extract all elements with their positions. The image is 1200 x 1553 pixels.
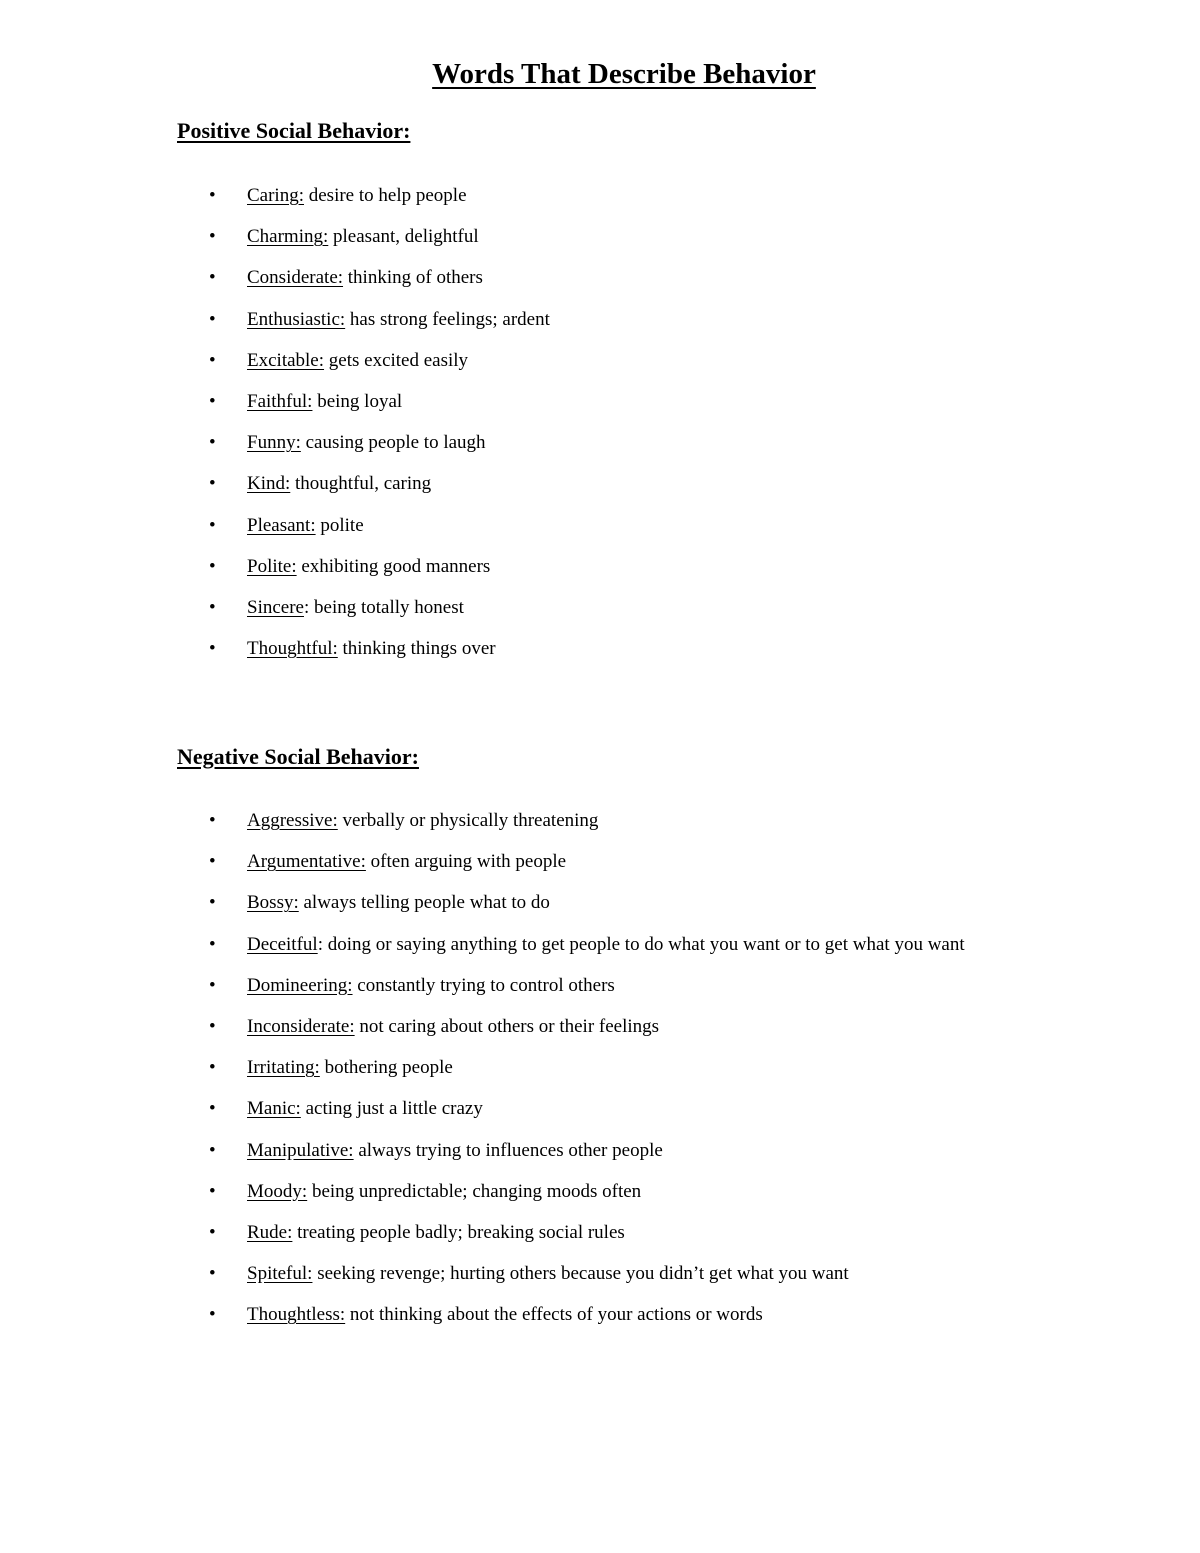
term-definition: gets excited easily bbox=[324, 349, 469, 371]
document-title: Words That Describe Behavior bbox=[432, 58, 816, 90]
term-definition: desire to help people bbox=[304, 185, 467, 206]
term-label: Aggressive: bbox=[247, 810, 338, 831]
bullet-icon: • bbox=[209, 226, 216, 248]
list-item-entry bbox=[247, 637, 496, 661]
term-label: Charming: bbox=[247, 226, 329, 248]
bullet-icon: • bbox=[209, 851, 216, 873]
bullet-icon: • bbox=[209, 1180, 216, 1202]
list-item-entry bbox=[247, 1097, 483, 1121]
list-item-entry bbox=[247, 1139, 663, 1163]
term-label: Polite: bbox=[247, 555, 297, 577]
bullet-icon: • bbox=[209, 1057, 216, 1079]
bullet-icon: • bbox=[209, 473, 216, 495]
term-label: Manipulative: bbox=[247, 1139, 354, 1161]
bullet-icon: • bbox=[209, 555, 216, 577]
list-item-entry bbox=[247, 596, 464, 620]
bullet-icon: • bbox=[209, 974, 216, 996]
term-label: Pleasant: bbox=[247, 514, 316, 536]
term-label: Caring: bbox=[247, 185, 304, 206]
bullet-icon: • bbox=[209, 390, 216, 412]
term-label: Argumentative: bbox=[247, 851, 366, 873]
bullet-icon: • bbox=[209, 1304, 216, 1326]
list-item-entry bbox=[247, 1015, 659, 1039]
list-item-entry bbox=[247, 472, 431, 496]
term-definition: pleasant, delightful bbox=[328, 226, 479, 248]
term-label: Rude: bbox=[247, 1221, 293, 1243]
list-item-entry bbox=[247, 1303, 763, 1327]
term-label: Spiteful: bbox=[247, 1263, 313, 1285]
term-definition: verbally or physically threatening bbox=[337, 810, 599, 831]
term-definition: being loyal bbox=[312, 390, 403, 412]
bullet-icon: • bbox=[209, 267, 216, 289]
term-definition: always trying to influences other people bbox=[353, 1139, 663, 1161]
list-item-entry bbox=[247, 1262, 849, 1286]
term-label: Sincere bbox=[247, 596, 304, 618]
term-label: Funny: bbox=[247, 432, 301, 454]
term-definition: not caring about others or their feelings bbox=[354, 1015, 660, 1037]
term-definition: acting just a little crazy bbox=[300, 1098, 483, 1120]
bullet-icon: • bbox=[209, 349, 216, 371]
list-item-entry bbox=[247, 431, 486, 455]
list-item-entry bbox=[247, 225, 479, 249]
list-item-entry bbox=[247, 933, 965, 957]
term-definition: thinking things over bbox=[337, 638, 496, 660]
term-definition: constantly trying to control others bbox=[352, 974, 615, 996]
list-item-entry bbox=[247, 184, 467, 208]
list-item-entry bbox=[247, 1221, 625, 1245]
term-definition: : doing or saying anything to get people to do what you want or to get what you want bbox=[317, 933, 965, 955]
bullet-icon: • bbox=[209, 308, 216, 330]
term-definition: being unpredictable; changing moods often bbox=[307, 1180, 642, 1202]
bullet-icon: • bbox=[209, 933, 216, 955]
term-label: Moody: bbox=[247, 1180, 308, 1202]
list-item-entry bbox=[247, 349, 468, 373]
list-item-entry bbox=[247, 308, 550, 332]
bullet-icon: • bbox=[209, 892, 216, 914]
negative-section-heading: Negative Social Behavior: bbox=[177, 744, 419, 769]
list-item-entry bbox=[247, 555, 490, 579]
bullet-icon: • bbox=[209, 638, 216, 660]
term-label: Manic: bbox=[247, 1098, 301, 1120]
list-item-entry bbox=[247, 266, 483, 290]
term-definition: thoughtful, caring bbox=[290, 473, 432, 495]
term-definition: causing people to laugh bbox=[300, 432, 486, 454]
bullet-icon: • bbox=[209, 1263, 216, 1285]
bullet-icon: • bbox=[209, 1139, 216, 1161]
list-item-entry bbox=[247, 974, 615, 998]
term-label: Irritating: bbox=[247, 1057, 320, 1079]
term-label: Inconsiderate: bbox=[247, 1015, 355, 1037]
list-item-entry bbox=[247, 390, 402, 414]
list-item-entry bbox=[247, 514, 364, 538]
term-definition: has strong feelings; ardent bbox=[345, 308, 550, 330]
term-label: Considerate: bbox=[247, 267, 344, 289]
term-definition: polite bbox=[315, 514, 364, 536]
bullet-icon: • bbox=[209, 1015, 216, 1037]
term-label: Thoughtful: bbox=[247, 638, 338, 660]
term-definition: thinking of others bbox=[343, 267, 483, 289]
term-label: Thoughtless: bbox=[247, 1304, 346, 1326]
term-label: Kind: bbox=[247, 473, 291, 495]
term-definition: exhibiting good manners bbox=[296, 555, 491, 577]
bullet-icon: • bbox=[209, 1098, 216, 1120]
term-label: Bossy: bbox=[247, 892, 299, 914]
term-definition: : being totally honest bbox=[303, 596, 464, 618]
bullet-icon: • bbox=[209, 810, 216, 831]
bullet-icon: • bbox=[209, 596, 216, 618]
term-label: Excitable: bbox=[247, 349, 325, 371]
bullet-icon: • bbox=[209, 185, 216, 206]
term-definition: often arguing with people bbox=[365, 851, 567, 873]
term-definition: bothering people bbox=[319, 1057, 453, 1079]
bullet-icon: • bbox=[209, 514, 216, 536]
positive-section-heading: Positive Social Behavior: bbox=[177, 118, 411, 143]
list-item-entry bbox=[247, 1180, 641, 1204]
list-item-entry bbox=[247, 850, 566, 874]
term-label: Faithful: bbox=[247, 390, 313, 412]
term-definition: not thinking about the effects of your actions or words bbox=[345, 1304, 763, 1326]
list-item-entry bbox=[247, 809, 598, 833]
list-item-entry bbox=[247, 1056, 453, 1080]
term-label: Domineering: bbox=[247, 974, 353, 996]
term-label: Enthusiastic: bbox=[247, 308, 346, 330]
term-definition: seeking revenge; hurting others because you didn’t get what you want bbox=[312, 1263, 849, 1285]
term-label: Deceitful bbox=[247, 933, 318, 955]
term-definition: always telling people what to do bbox=[298, 892, 550, 914]
bullet-icon: • bbox=[209, 432, 216, 454]
list-item-entry bbox=[247, 891, 550, 915]
term-definition: treating people badly; breaking social rules bbox=[292, 1221, 625, 1243]
bullet-icon: • bbox=[209, 1221, 216, 1243]
